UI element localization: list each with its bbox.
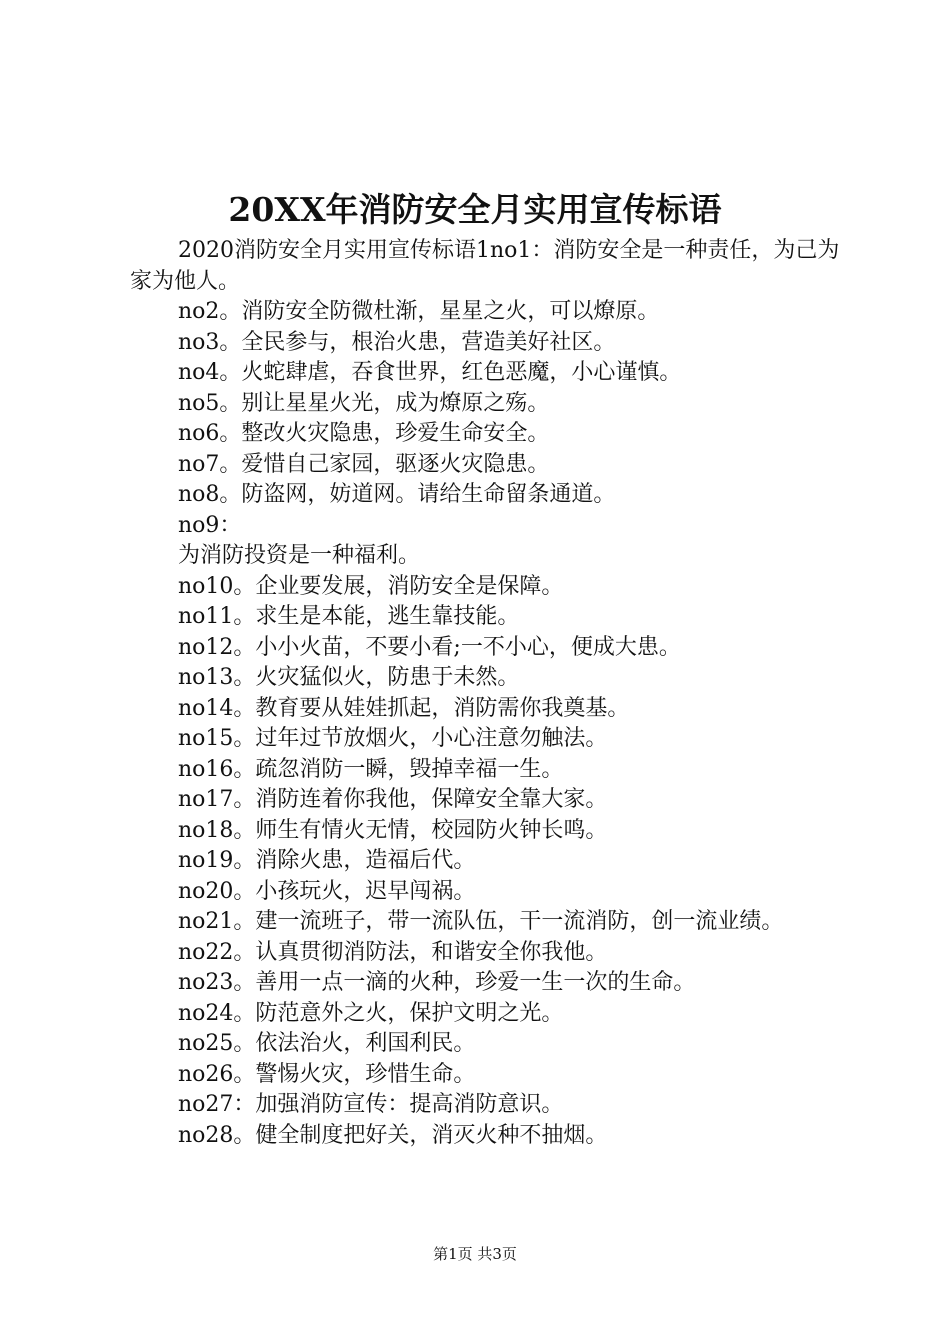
paragraph-20: no19。消除火患，造福后代。 [178,848,476,873]
paragraph-2: no2。消防安全防微杜渐，星星之火，可以燎原。 [178,299,660,324]
paragraph-25: no24。防范意外之火，保护文明之光。 [178,1000,564,1026]
paragraph-18: no17。消防连着你我他，保障安全靠大家。 [178,787,608,812]
paragraph-11: no10。企业要发展，消防安全是保障。 [178,573,564,599]
paragraph-17: no16。疏忽消防一瞬，毁掉幸福一生。 [178,756,564,782]
paragraph-15: no14。教育要从娃娃抓起，消防需你我奠基。 [178,695,630,721]
paragraph-22: no21。建一流班子，带一流队伍，干一流消防，创一流业绩。 [178,909,784,934]
paragraph-3: no3。全民参与，根治火患，营造美好社区。 [178,329,616,355]
paragraph-7: no7。爱惜自己家园，驱逐火灾隐患。 [178,451,550,477]
paragraph-19: no18。师生有情火无情，校园防火钟长鸣。 [178,817,608,843]
paragraph-23: no22。认真贯彻消防法，和谐安全你我他。 [178,939,608,965]
paragraph-29: no28。健全制度把好关，消灭火种不抽烟。 [178,1122,608,1148]
document-body [130,236,840,1151]
paragraph-14: no13。火灾猛似火，防患于未然。 [178,665,520,690]
document-title: 20XX年消防安全月实用宣传标语 [228,190,722,229]
paragraph-8: no8。防盗网，妨道网。请给生命留条通道。 [178,482,616,507]
paragraph-10: 为消防投资是一种福利。 [178,543,421,568]
paragraph-4: no4。火蛇肆虐，吞食世界，红色恶魔，小心谨慎。 [178,360,682,385]
paragraph-24: no23。善用一点一滴的火种，珍爱一生一次的生命。 [178,970,696,995]
paragraph-26: no25。依法治火，利国利民。 [178,1031,476,1056]
page-footer: 第1页 共3页 [433,1245,517,1263]
paragraph-6: no6。整改火灾隐患，珍爱生命安全。 [178,421,550,446]
paragraph-13: no12。小小火苗，不要小看;一不小心，便成大患。 [178,634,681,660]
paragraph-21: no20。小孩玩火，迟早闯祸。 [178,878,476,904]
paragraph-16: no15。过年过节放烟火，小心注意勿触法。 [178,726,608,751]
paragraph-5: no5。别让星星火光，成为燎原之殇。 [178,390,550,416]
paragraph-28: no27：加强消防宣传：提高消防意识。 [178,1092,564,1117]
paragraph-12: no11。求生是本能，逃生靠技能。 [178,604,520,629]
paragraph-9: no9： [178,512,242,538]
paragraph-1: 2020消防安全月实用宣传标语1no1：消防安全是一种责任，为己为家为他人。 [130,238,840,294]
paragraph-27: no26。警惕火灾，珍惜生命。 [178,1061,476,1087]
